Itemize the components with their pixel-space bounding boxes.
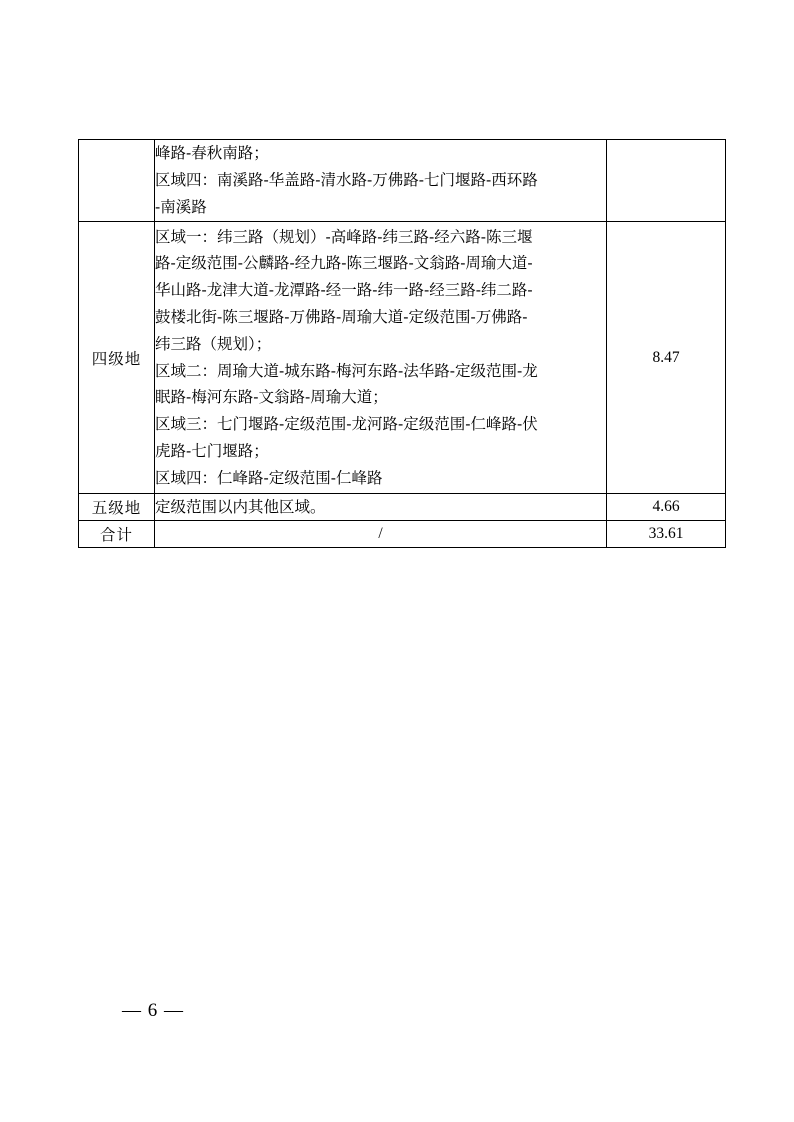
area-value-cell: 8.47: [607, 222, 726, 494]
area-line: 纬三路（规划）；: [155, 334, 272, 353]
area-line: -南溪路: [155, 197, 207, 216]
grade-label-cell: 五级地: [79, 494, 155, 521]
area-line: 虎路-七门堰路；: [155, 441, 269, 460]
table-row: [79, 222, 726, 494]
grade-label-cell: 四级地: [79, 222, 155, 494]
area-line: 眠路-梅河东路-文翁路-周瑜大道；: [155, 388, 388, 407]
total-value-cell: 33.61: [607, 521, 726, 548]
area-line: 区域四：仁峰路-定级范围-仁峰路: [155, 468, 383, 487]
total-label-cell: 合计: [79, 521, 155, 548]
grade-label-cell: [79, 140, 155, 222]
page-number: — 6 —: [122, 1000, 184, 1021]
area-description-cell: [155, 140, 607, 222]
area-line: 区域一：纬三路（规划）-高峰路-纬三路-经六路-陈三堰: [155, 227, 533, 246]
area-line: 定级范围以内其他区域。: [155, 498, 326, 516]
area-line: 区域二：周瑜大道-城东路-梅河东路-法华路-定级范围-龙: [155, 361, 538, 380]
area-description-cell: [155, 222, 607, 494]
table-row: [79, 140, 726, 222]
area-description-cell: [155, 494, 607, 521]
land-grade-table: [78, 139, 726, 548]
area-value-cell: [607, 140, 726, 222]
total-row: [79, 521, 726, 548]
area-line: 华山路-龙津大道-龙潭路-经一路-纬一路-经三路-纬二路-: [155, 281, 533, 300]
area-line: 峰路-春秋南路；: [155, 144, 269, 163]
table-row: [79, 494, 726, 521]
area-value-cell: 4.66: [607, 494, 726, 521]
area-line: 区域三：七门堰路-定级范围-龙河路-定级范围-仁峰路-伏: [155, 415, 538, 434]
area-line: 区域四：南溪路-华盖路-清水路-万佛路-七门堰路-西环路: [155, 171, 538, 190]
area-line: 鼓楼北街-陈三堰路-万佛路-周瑜大道-定级范围-万佛路-: [155, 307, 528, 326]
total-area-cell: /: [155, 521, 607, 548]
area-line: 路-定级范围-公麟路-经九路-陈三堰路-文翁路-周瑜大道-: [155, 254, 533, 273]
